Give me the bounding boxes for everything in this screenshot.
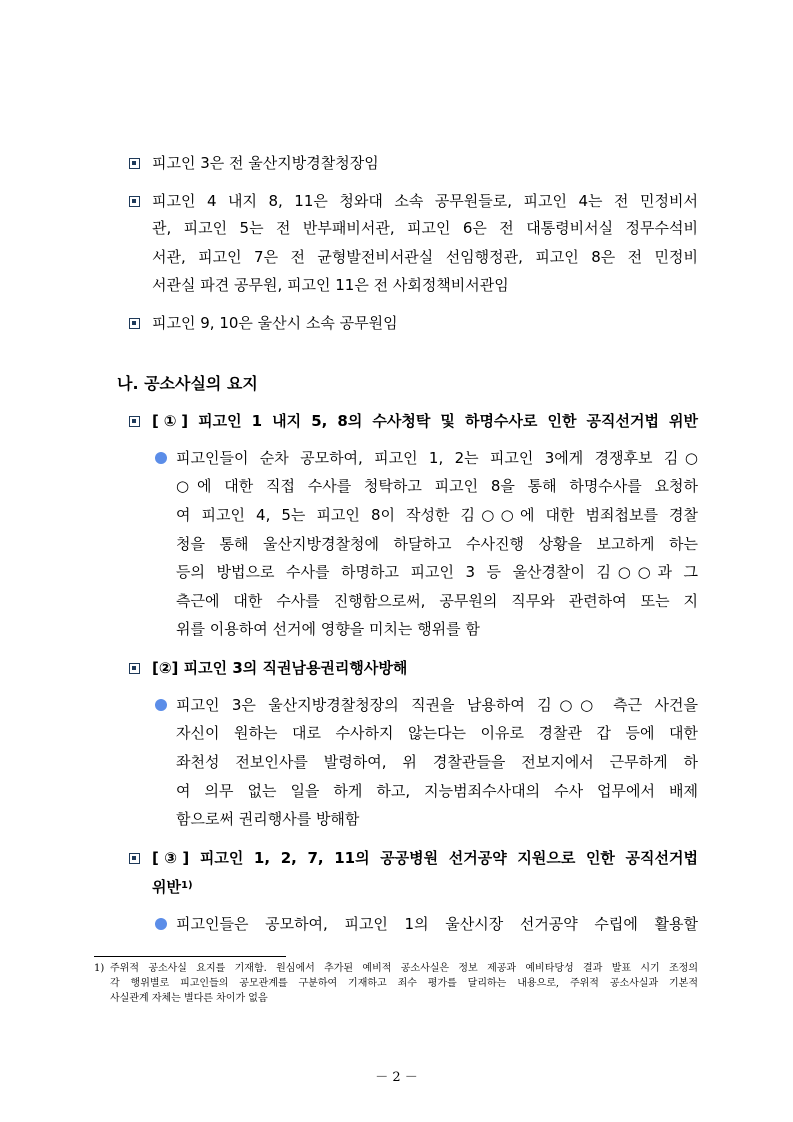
charge-2-body-line4: 여 의무 없는 일을 하게 하고, 지능범죄수사대의 수사 업무에서 배제 [176, 782, 698, 800]
page-number: － 2 － [375, 1070, 418, 1085]
charge-1-body-line1: 피고인들이 순차 공모하여, 피고인 1, 2는 피고인 3에게 경쟁후보 김○ [176, 449, 698, 467]
circle-bullet-icon [155, 918, 167, 930]
section-title: 나. 공소사실의 요지 [117, 374, 258, 393]
list-item-defendants-4-11-line1: 피고인 4 내지 8, 11은 청와대 소속 공무원들로, 피고인 4는 전 민정비서 [152, 192, 698, 210]
charge-1-body-line6: 측근에 대한 수사를 진행함으로써, 공무원의 직무와 관련하여 또는 지 [176, 592, 698, 610]
list-item-defendants-4-11-line4: 서관실 파견 공무원, 피고인 11은 전 사회정책비서관임 [152, 276, 509, 294]
footnote-line2: 각 행위별로 피고인들의 공모관계를 구분하여 기재하고 죄수 평가를 달리하는 내용으로, 주위적 공소사실과 기본적 [110, 978, 698, 989]
square-bullet-icon [129, 318, 140, 329]
charge-3-body-line1: 피고인들은 공모하여, 피고인 1의 울산시장 선거공약 수립에 활용할 [176, 915, 698, 933]
footnote-line3: 사실관계 자체는 별다른 차이가 없음 [110, 993, 268, 1004]
footnote-line1: 주위적 공소사실 요지를 기재함. 원심에서 추가된 예비적 공소사실은 정보 제공과 예비타당성 결과 발표 시기 조정의 [110, 963, 698, 974]
circle-bullet-icon [155, 699, 167, 711]
list-item-defendants-4-11-line3: 서관, 피고인 7은 전 균형발전비서관실 선임행정관, 피고인 8은 전 민정비 [152, 248, 698, 266]
square-bullet-icon [129, 158, 140, 169]
charge-1-body-line4: 청을 통해 울산지방경찰청에 하달하고 수사진행 상황을 보고하게 하는 [176, 535, 698, 553]
list-item-defendant-3: 피고인 3은 전 울산지방경찰청장임 [152, 154, 379, 172]
footnote-marker: 1) [94, 963, 105, 974]
square-bullet-icon [129, 196, 140, 207]
square-bullet-icon [129, 416, 140, 427]
charge-2-body-line3: 좌천성 전보인사를 발령하여, 위 경찰관들을 전보지에서 근무하게 하 [176, 753, 698, 771]
charge-1-body-line7: 위를 이용하여 선거에 영향을 미치는 행위를 함 [176, 620, 480, 638]
list-item-defendants-4-11-line2: 관, 피고인 5는 전 반부패비서관, 피고인 6은 전 대통령비서실 정무수석비 [152, 219, 698, 237]
square-bullet-icon [129, 663, 140, 674]
charge-1-body-line5: 등의 방법으로 수사를 하명하고 피고인 3 등 울산경찰이 김○○과 그 [176, 563, 698, 581]
charge-3-heading-text: 위반 [152, 878, 181, 896]
charge-1-body-line2: ○에 대한 직접 수사를 청탁하고 피고인 8을 통해 하명수사를 요청하 [176, 477, 698, 495]
charge-3-heading-line2 [152, 876, 193, 897]
charge-2-heading: [②] 피고인 3의 직권남용권리행사방해 [152, 659, 408, 677]
list-item-defendants-9-10: 피고인 9, 10은 울산시 소속 공무원임 [152, 314, 398, 332]
charge-2-body-line2: 자신이 원하는 대로 수사하지 않는다는 이유로 경찰관 갑 등에 대한 [176, 724, 698, 742]
charge-1-body-line3: 여 피고인 4, 5는 피고인 8이 작성한 김○○에 대한 범죄첩보를 경찰 [176, 506, 698, 524]
charge-2-body-line1: 피고인 3은 울산지방경찰청장의 직권을 남용하여 김○○ 측근 사건을 [176, 696, 698, 714]
charge-1-heading: [①] 피고인 1 내지 5, 8의 수사청탁 및 하명수사로 인한 공직선거법 위반 [152, 412, 698, 430]
square-bullet-icon [129, 853, 140, 864]
footnote-reference[interactable]: 1) [180, 880, 193, 891]
circle-bullet-icon [155, 452, 167, 464]
footnote-divider [94, 956, 286, 957]
charge-2-body-line5: 함으로써 권리행사를 방해함 [176, 810, 360, 828]
charge-3-heading-line1: [③] 피고인 1, 2, 7, 11의 공공병원 선거공약 지원으로 인한 공직선거법 [152, 849, 698, 867]
